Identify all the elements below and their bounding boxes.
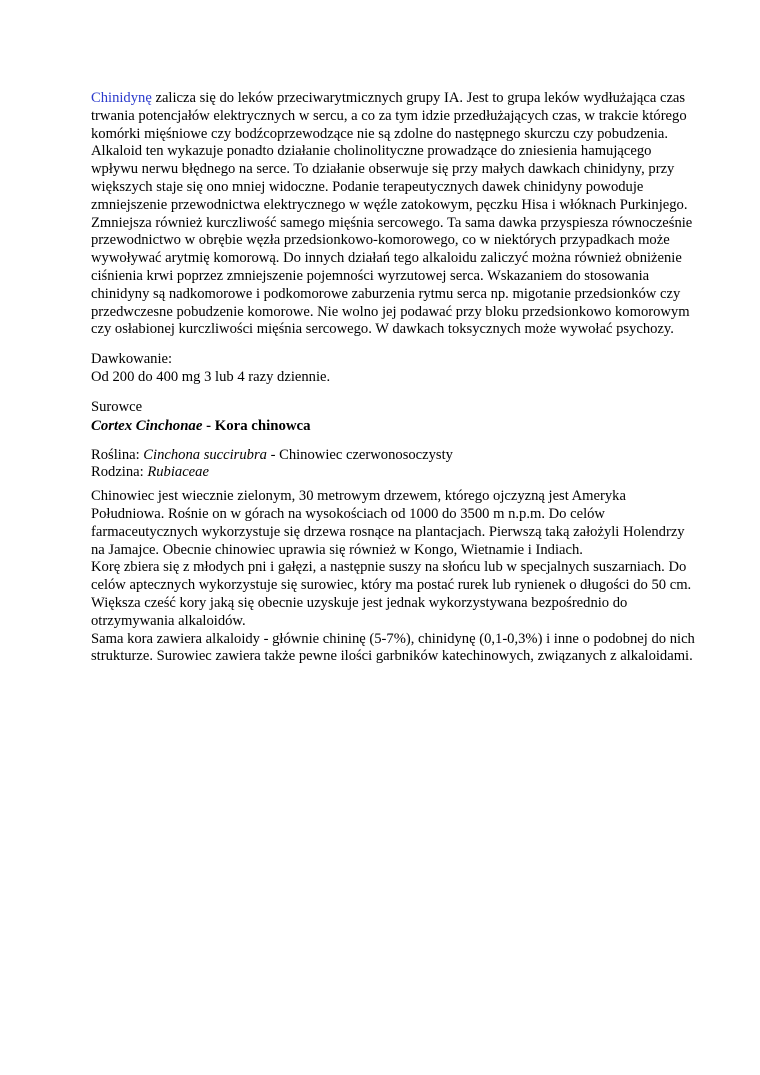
chinidyna-link[interactable]: Chinidynę — [91, 90, 152, 106]
taxonomy-block — [91, 447, 700, 483]
raw-material-heading — [91, 417, 700, 435]
plant-label: Roślina: — [91, 446, 144, 463]
dosage-label: Dawkowanie: — [91, 351, 173, 368]
heading-latin: Cortex Cinchonae — [91, 417, 203, 434]
intro-paragraph — [91, 90, 700, 339]
heading-polish: Kora chinowca — [214, 417, 311, 434]
description-block — [91, 488, 700, 666]
plant-common-name: - Chinowiec czerwonosoczysty — [266, 446, 453, 463]
family-line — [91, 464, 700, 482]
heading-separator: - — [202, 417, 215, 434]
intro-body: zalicza się do leków przeciwarytmicznych grupy IA. Jest to grupa leków wydłużająca czas trwania potencjałów elektrycznych w sercu, a co za tym idzie przedłużających czas, w trakcie którego komórki mięśniowe czy bodźcoprzewodzące nie są zdolne do następnego skurczu czy pobudzenia. Alkaloid ten wykazuje ponadto działanie cholinolityczne prowadzące do zniesienia hamującego wpływu nerwu błędnego na serce. To działanie obserwuje się przy małych dawkach chinidyny, przy większych staje się ono mniej widoczne. Podanie terapeutycznych dawek chinidyny powoduje zmniejszenie przewodnictwa elektrycznego w węźle zatokowym, pęczku Hisa i włóknach Purkinjego. Zmniejsza również kurczliwość samego mięśnia sercowego. Ta sama dawka przyspiesza równocześnie przewodnictwo w obrębie węzła przedsionkowo-komorowego, co w niektórych przypadkach może wywoływać arytmię komorową. Do innych działań tego alkaloidu zaliczyć można również obniżenie ciśnienia krwi poprzez zmniejszenie pojemności wyrzutowej serca. Wskazaniem do stosowania chinidyny są nadkomorowe i podkomorowe zaburzenia rytmu serca np. migotanie przedsionków czy przedwczesne pobudzenie komorowe. Nie wolno jej podawać przy bloku przedsionkowo komorowym czy osłabionej kurczliwości mięśnia sercowego. W dawkach toksycznych może wywołać psychozy. — [91, 90, 693, 338]
section-label: Surowce — [91, 398, 143, 415]
dosage-text: Od 200 do 400 mg 3 lub 4 razy dziennie. — [91, 368, 331, 385]
description-paragraph: Korę zbiera się z młodych pni i gałęzi, a następnie suszy na słońcu lub w specjalnych suszarniach. Do celów aptecznych wykorzystuje się surowiec, który ma postać rurek lub rynienek o długości do 50 cm. Większa cześć kory jaką się obecnie uzyskuje jest jednak wykorzystywana bezpośrednio do otrzymywania alkaloidów. — [91, 559, 692, 629]
family-latin: Rubiaceae — [147, 464, 209, 481]
plant-latin: Cinchona succirubra — [143, 446, 267, 463]
dosage-block — [91, 351, 700, 387]
plant-line — [91, 447, 700, 465]
description-paragraph: Chinowiec jest wiecznie zielonym, 30 metrowym drzewem, którego ojczyzną jest Ameryka Południowa. Rośnie on w górach na wysokościach od 1000 do 3500 m n.p.m. Do celów farmaceutycznych wykorzystuje się drzewa rosnące na plantacjach. Pierwszą taką założyli Holendrzy na Jamajce. Obecnie chinowiec uprawia się również w Kongo, Wietnamie i Indiach. — [91, 488, 685, 558]
description-paragraph: Sama kora zawiera alkaloidy - głównie chininę (5-7%), chinidynę (0,1-0,3%) i inne o podobnej do nich strukturze. Surowiec zawiera także pewne ilości garbników katechinowych, związanych z alkaloidami. — [91, 630, 695, 665]
family-label: Rodzina: — [91, 464, 148, 481]
